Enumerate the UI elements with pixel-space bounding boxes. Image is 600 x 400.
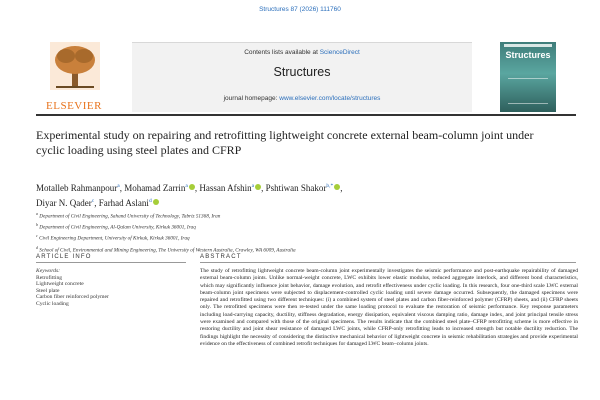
author-name[interactable]: Mohamad Zarrin [124,183,186,193]
abstract-text: The study of retrofitting lightweight concrete beam-column joint experimentally investigates the seismic performance and post-earthquake repairability of damaged external beam-column joints. Unlike normal-weight concrete, LWC exhibits lower elastic modulus, reduced aggregate interlock, and different bond characteristics, which may significantly influence joint behavior, damage evolution, and retrofit effectiveness under cyclic loading. In this research, four one-third scale LWC external beam-column joint specimens were subjected to displacement-controlled cyclic loading until severe damage occurred. Subsequently, the damaged specimens were repaired and retrofitted using two different techniques: (i) a combined system of steel plates and carbon fiber-reinforced polymer (CFRP) sheets, and (ii) CFRP sheets only. The retrofitted specimens were then re-tested under the same loading protocol to evaluate the restoration of seismic performance. Key response parameters including load-carrying capacity, ductility, stiffness degradation, energy dissipation, equivalent viscous damping ratio, damage index, and joint principal tensile stress were examined and compared with those of the original specimens. The results indicate that the combined steel plate–CFRP retrofitting scheme is more effective in restoring ductility and joint shear resistance of damaged LWC joints, while CFRP-only retrofitting leads to increased strength but notable ductility reduction. The findings highlight the necessity of considering the distinctive mechanical behavior of lightweight concrete in seismic rehabilitation strategies and provide experimental evidence on the effectiveness of combined retrofit techniques for damaged LWC beam–column joints. [200,268,578,347]
keyword-item: Cyclic loading [36,300,69,307]
affiliation-item: $^a$ Department of Civil Engineering, Sahand University of Technology, Tabriz 51368, Iran [36,211,221,220]
affiliation-item: $^b$ Department of Civil Engineering, Al-Qalam University, Kirkuk 36001, Iraq [36,222,196,231]
elsevier-logo[interactable] [36,42,112,112]
keywords-list [36,268,186,308]
abstract-header: ABSTRACT [200,254,242,260]
affiliation-item: $^c$ Civil Engineering Department, University of Kirkuk, Kirkuk 36001, Iraq [36,233,190,243]
keyword-item: Steel plate [36,287,60,294]
cover-decoration [508,78,548,104]
author-affil-marker[interactable]: b,* [326,183,334,189]
author-list: Motalleb Rahmanpour$^a$, Mohamad Zarrin$^a$ , Hassan Afshin$^a$ , Pshtiwan Shakor$^{b,*}$ , Diyar N. Qader$^c$, Farhad Aslani$^d$ [36,183,343,208]
journal-reference[interactable]: Structures 87 (2026) 111760 [259,6,341,13]
keyword-item: Retrofitting [36,274,63,281]
elsevier-tree-icon [50,42,100,90]
cover-title: Structures [505,50,551,60]
contents-line [132,49,472,56]
publisher-name: ELSEVIER [46,100,102,112]
article-title: Experimental study on repairing and retrofitting lightweight concrete external beam-column joint under cyclic loading using steel plates and CFRP [36,128,534,157]
abstract-rule [200,262,576,263]
orcid-icon[interactable] [334,184,340,190]
masthead [36,20,576,112]
author-affil-marker[interactable]: d [148,198,152,204]
author-name[interactable]: Hassan Afshin [199,183,252,193]
article-info-header: ARTICLE INFO [36,254,92,260]
keyword-item: Lightweight concrete [36,281,84,288]
homepage-line [132,95,472,102]
author-name[interactable]: Motalleb Rahmanpour [36,183,118,193]
journal-homepage-link[interactable]: www.elsevier.com/locate/structures [279,95,381,102]
keyword-item: Carbon fiber reinforced polymer [36,294,109,301]
journal-cover[interactable] [500,42,556,112]
author-affil-marker[interactable]: a [251,183,255,189]
affiliations [36,210,556,255]
homepage-prefix: journal homepage: [223,95,280,102]
orcid-icon[interactable] [255,184,261,190]
author-affil-marker[interactable]: c [91,198,95,204]
orcid-icon[interactable] [189,184,195,190]
sciencedirect-link[interactable]: ScienceDirect [319,49,360,56]
author-affil-marker[interactable]: a [185,183,188,189]
journal-banner [132,42,472,112]
header-rule [36,114,576,116]
keywords-label: Keywords: [36,268,61,274]
cover-bar [504,44,552,47]
affiliation-item: $^d$ School of Civil, Environmental and Mining Engineering, The University of Western Australia, Crawley, WA 6009, Australia [36,244,296,254]
article-info-rule [36,262,186,263]
author-name[interactable]: Farhad Aslani [98,198,149,208]
contents-prefix: Contents lists available at [244,49,320,56]
author-name[interactable]: Diyar N. Qader [36,198,92,208]
author-affil-marker[interactable]: a [117,183,120,189]
orcid-icon[interactable] [153,199,159,205]
author-name[interactable]: Pshtiwan Shakor [265,183,327,193]
journal-title: Structures [273,65,331,79]
